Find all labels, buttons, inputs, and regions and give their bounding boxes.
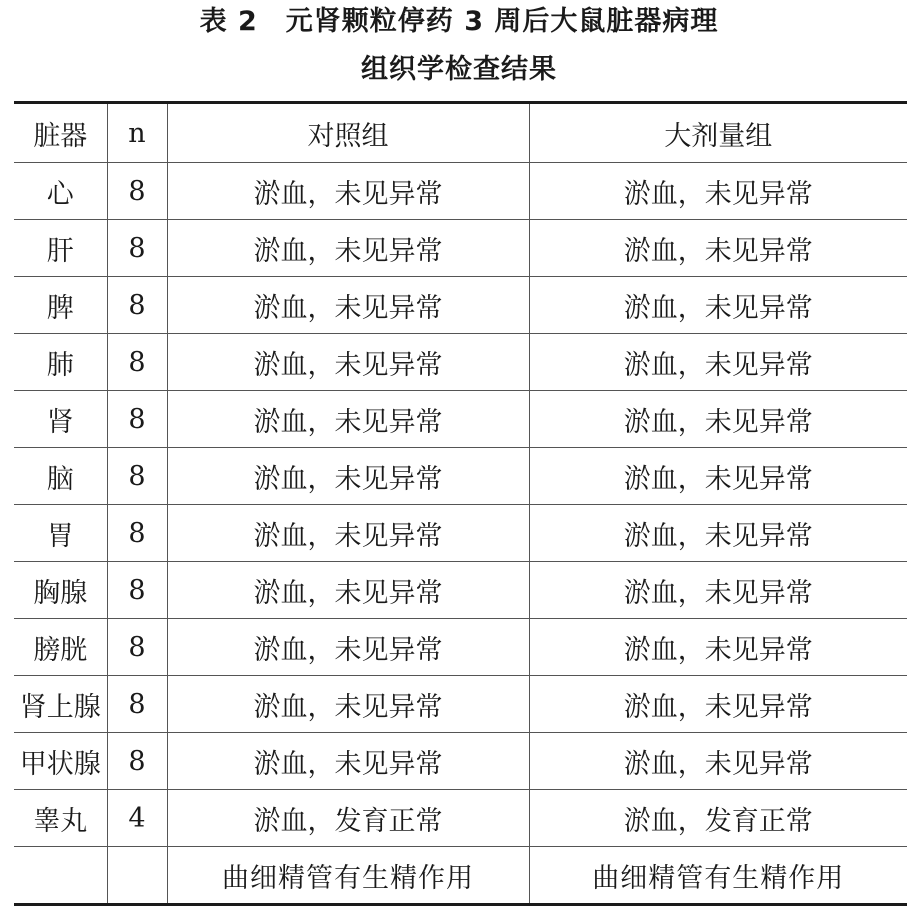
header-organ: 脏器 <box>33 120 88 152</box>
high-dose-cell: 淤血，未见异常 <box>529 676 907 733</box>
control-cell: 淤血，未见异常 <box>167 676 529 733</box>
header-row <box>14 103 907 163</box>
control-cell: 淤血，未见异常 <box>167 505 529 562</box>
n-cell: 8 <box>107 334 167 391</box>
organ-cell: 睾丸 <box>14 790 107 847</box>
high-dose-cell: 淤血，发育正常 <box>529 790 907 847</box>
n-cell <box>107 847 167 905</box>
organ-cell: 胸腺 <box>14 562 107 619</box>
control-cell: 淤血，未见异常 <box>167 619 529 676</box>
table-row <box>14 220 907 277</box>
organ-cell: 肺 <box>14 334 107 391</box>
control-cell: 淤血，未见异常 <box>167 163 529 220</box>
header-high-dose-group: 大剂量组 <box>529 103 907 163</box>
high-dose-cell: 淤血，未见异常 <box>529 505 907 562</box>
n-cell: 4 <box>107 790 167 847</box>
n-cell: 8 <box>107 220 167 277</box>
organ-cell: 膀胱 <box>14 619 107 676</box>
control-cell: 淤血，未见异常 <box>167 220 529 277</box>
control-cell: 淤血，未见异常 <box>167 277 529 334</box>
table-title: 元肾颗粒停药 3 周后大鼠脏器病理 <box>285 6 719 37</box>
n-cell: 8 <box>107 562 167 619</box>
n-cell: 8 <box>107 163 167 220</box>
high-dose-cell: 淤血，未见异常 <box>529 562 907 619</box>
table-row <box>14 790 907 847</box>
control-cell: 淤血，未见异常 <box>167 334 529 391</box>
high-dose-cell: 淤血，未见异常 <box>529 163 907 220</box>
organ-cell: 心 <box>14 163 107 220</box>
control-cell: 淤血，未见异常 <box>167 733 529 790</box>
n-cell: 8 <box>107 391 167 448</box>
header-control-group: 对照组 <box>167 103 529 163</box>
organ-cell: 脾 <box>14 277 107 334</box>
table-row <box>14 619 907 676</box>
high-dose-cell: 淤血，未见异常 <box>529 391 907 448</box>
table-row <box>14 334 907 391</box>
organ-cell: 肾 <box>14 391 107 448</box>
organ-cell: 胃 <box>14 505 107 562</box>
table-row <box>14 277 907 334</box>
high-dose-cell: 曲细精管有生精作用 <box>529 847 907 905</box>
organ-cell: 肾上腺 <box>14 676 107 733</box>
n-cell: 8 <box>107 733 167 790</box>
table-row <box>14 562 907 619</box>
table-caption-line-1 <box>0 4 918 40</box>
n-cell: 8 <box>107 676 167 733</box>
organ-cell: 肝 <box>14 220 107 277</box>
control-cell: 淤血，发育正常 <box>167 790 529 847</box>
table-row <box>14 448 907 505</box>
table-row <box>14 505 907 562</box>
control-cell: 淤血，未见异常 <box>167 562 529 619</box>
table-number-label: 表 2 <box>199 6 258 37</box>
control-cell: 淤血，未见异常 <box>167 448 529 505</box>
organ-cell <box>14 847 107 905</box>
table-row <box>14 391 907 448</box>
table-caption-line-2: 组织学检查结果 <box>361 54 557 85</box>
pathology-results-table <box>14 101 907 906</box>
organ-cell: 甲状腺 <box>14 733 107 790</box>
high-dose-cell: 淤血，未见异常 <box>529 733 907 790</box>
high-dose-cell: 淤血，未见异常 <box>529 334 907 391</box>
high-dose-cell: 淤血，未见异常 <box>529 619 907 676</box>
organ-cell: 脑 <box>14 448 107 505</box>
control-cell: 淤血，未见异常 <box>167 391 529 448</box>
table-row <box>14 847 907 905</box>
n-cell: 8 <box>107 277 167 334</box>
n-cell: 8 <box>107 448 167 505</box>
table-row <box>14 163 907 220</box>
control-cell: 曲细精管有生精作用 <box>167 847 529 905</box>
header-n: n <box>107 103 167 163</box>
n-cell: 8 <box>107 619 167 676</box>
high-dose-cell: 淤血，未见异常 <box>529 220 907 277</box>
table-row <box>14 733 907 790</box>
high-dose-cell: 淤血，未见异常 <box>529 448 907 505</box>
high-dose-cell: 淤血，未见异常 <box>529 277 907 334</box>
table-row <box>14 676 907 733</box>
n-cell: 8 <box>107 505 167 562</box>
